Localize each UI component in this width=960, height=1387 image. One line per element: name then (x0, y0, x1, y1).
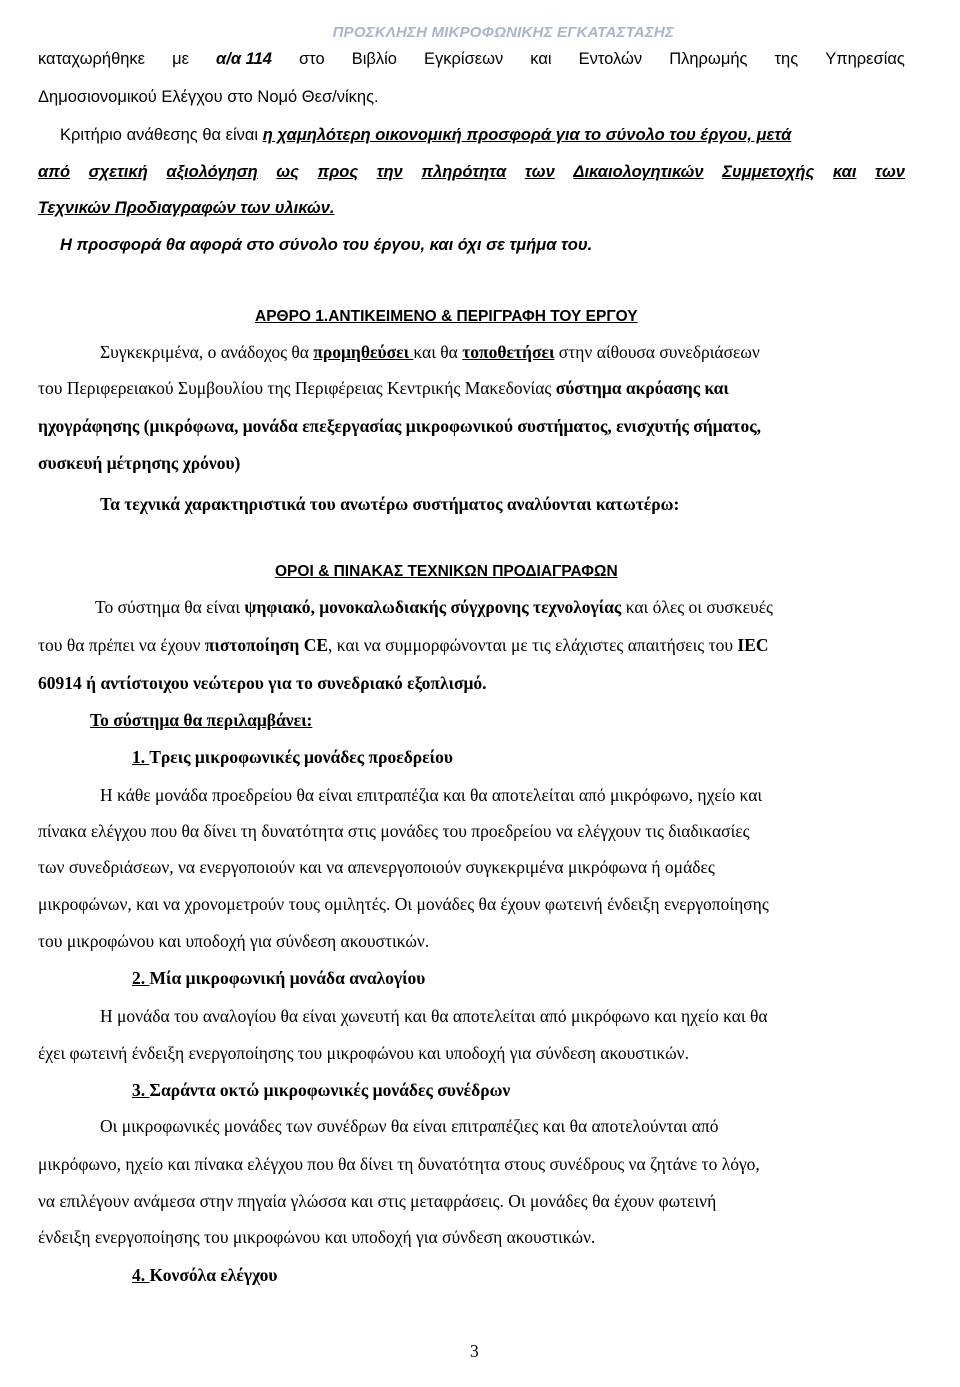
specs-line-3: 60914 ή αντίστοιχου νεώτερου για το συνεδριακό εξοπλισμό. (38, 673, 487, 693)
item-2-heading: 2. Μία μικροφωνική μονάδα αναλογίου (132, 968, 426, 988)
item-2-line-1: Η μονάδα του αναλογίου θα είναι χωνευτή και θα αποτελείται από μικρόφωνο και ηχείο και θα (100, 1006, 768, 1026)
criterion-line-3: Τεχνικών Προδιαγραφών των υλικών. (38, 199, 335, 217)
item-3-line-3: να επιλέγουν ανάμεσα στην πηγαία γλώσσα και στις μεταφράσεις. Οι μονάδες θα έχουν φωτεινή (38, 1191, 717, 1211)
item-3-heading: 3. Σαράντα οκτώ μικροφωνικές μονάδες συνέδρων (132, 1080, 511, 1100)
article-paragraph-line-3: ηχογράφησης (μικρόφωνα, μονάδα επεξεργασίας μικροφωνικού συστήματος, ενισχυτής σήματος, (38, 416, 762, 436)
page-header: ΠΡΟΣΚΛΗΣΗ ΜΙΚΡΟΦΩΝΙΚΗΣ ΕΓΚΑΤΑΣΤΑΣΗΣ (332, 24, 674, 41)
offer-line: Η προσφορά θα αφορά στο σύνολο του έργου, και όχι σε τμήμα του. (60, 236, 593, 254)
item-1-line-5: του μικροφώνου και υποδοχή για σύνδεση ακουστικών. (38, 931, 430, 951)
item-3-line-1: Οι μικροφωνικές μονάδες των συνέδρων θα είναι επιτραπέζιες και θα αποτελούνται από (100, 1116, 719, 1136)
item-2-line-2: έχει φωτεινή ένδειξη ενεργοποίησης του μικροφώνου και υποδοχή για σύνδεση ακουστικών. (38, 1043, 689, 1063)
intro-line-2: Δημοσιονομικού Ελέγχου στο Νομό Θεσ/νίκης. (38, 88, 379, 106)
item-1-heading: 1. Τρεις μικροφωνικές μονάδες προεδρείου (132, 747, 453, 767)
item-3-line-2: μικρόφωνο, ηχείο και πίνακα ελέγχου που θα δίνει τη δυνατότητα στους συνέδρους να ζητάνε το λόγο, (38, 1154, 760, 1174)
item-1-line-3: των συνεδριάσεων, να ενεργοποιούν και να απενεργοποιούν συγκεκριμένα μικρόφωνα ή ομάδες (38, 857, 715, 877)
item-1-line-4: μικροφώνων, και να χρονομετρούν τους ομιλητές. Οι μονάδες θα έχουν φωτεινή ένδειξη ενεργοποίησης (38, 894, 769, 914)
article-paragraph-line-5: Τα τεχνικά χαρακτηριστικά του ανωτέρω συστήματος αναλύονται κατωτέρω: (100, 494, 680, 514)
article-paragraph-line-2: του Περιφερειακού Συμβουλίου της Περιφέρειας Κεντρικής Μακεδονίας σύστημα ακρόασης και (38, 378, 729, 398)
article-heading: ΑΡΘΡΟ 1.ΑΝΤΙΚΕΙΜΕΝΟ & ΠΕΡΙΓΡΑΦΗ ΤΟΥ ΕΡΓΟΥ (255, 308, 638, 325)
article-paragraph-line-1: Συγκεκριμένα, ο ανάδοχος θα προμηθεύσει και θα τοποθετήσει στην αίθουσα συνεδριάσεων (100, 342, 760, 362)
includes-heading: Το σύστημα θα περιλαμβάνει: (90, 710, 313, 730)
criterion-line-2: από σχετική αξιολόγηση ως προς την πληρότητα των Δικαιολογητικών Συμμετοχής και των (38, 163, 905, 181)
item-4-heading: 4. Κονσόλα ελέγχου (132, 1265, 278, 1285)
item-1-line-1: Η κάθε μονάδα προεδρείου θα είναι επιτραπέζια και θα αποτελείται από μικρόφωνο, ηχείο και (100, 785, 763, 805)
page-number: 3 (470, 1341, 479, 1361)
item-3-line-4: ένδειξη ενεργοποίησης του μικροφώνου και υποδοχή για σύνδεση ακουστικών. (38, 1227, 596, 1247)
specs-line-2: του θα πρέπει να έχουν πιστοποίηση CE, και να συμμορφώνονται με τις ελάχιστες απαιτήσεις του IEC (38, 635, 769, 655)
specs-line-1: Το σύστημα θα είναι ψηφιακό, μονοκαλωδιακής σύγχρονης τεχνολογίας και όλες οι συσκευές (95, 597, 773, 617)
criterion-line-1: Κριτήριο ανάθεσης θα είναι η χαμηλότερη οικονομική προσφορά για το σύνολο του έργου, μετά (60, 126, 792, 144)
article-paragraph-line-4: συσκευή μέτρησης χρόνου) (38, 453, 241, 473)
specs-heading: ΟΡΟΙ & ΠΙΝΑΚΑΣ ΤΕΧΝΙΚΩΝ ΠΡΟΔΙΑΓΡΑΦΩΝ (275, 563, 618, 580)
item-1-line-2: πίνακα ελέγχου που θα δίνει τη δυνατότητα στις μονάδες του προεδρείου να ελέγχουν τις διαδικασίες (38, 821, 750, 841)
intro-line-1: καταχωρήθηκε με α/α 114 στο Βιβλίο Εγκρίσεων και Εντολών Πληρωμής της Υπηρεσίας (38, 50, 905, 68)
